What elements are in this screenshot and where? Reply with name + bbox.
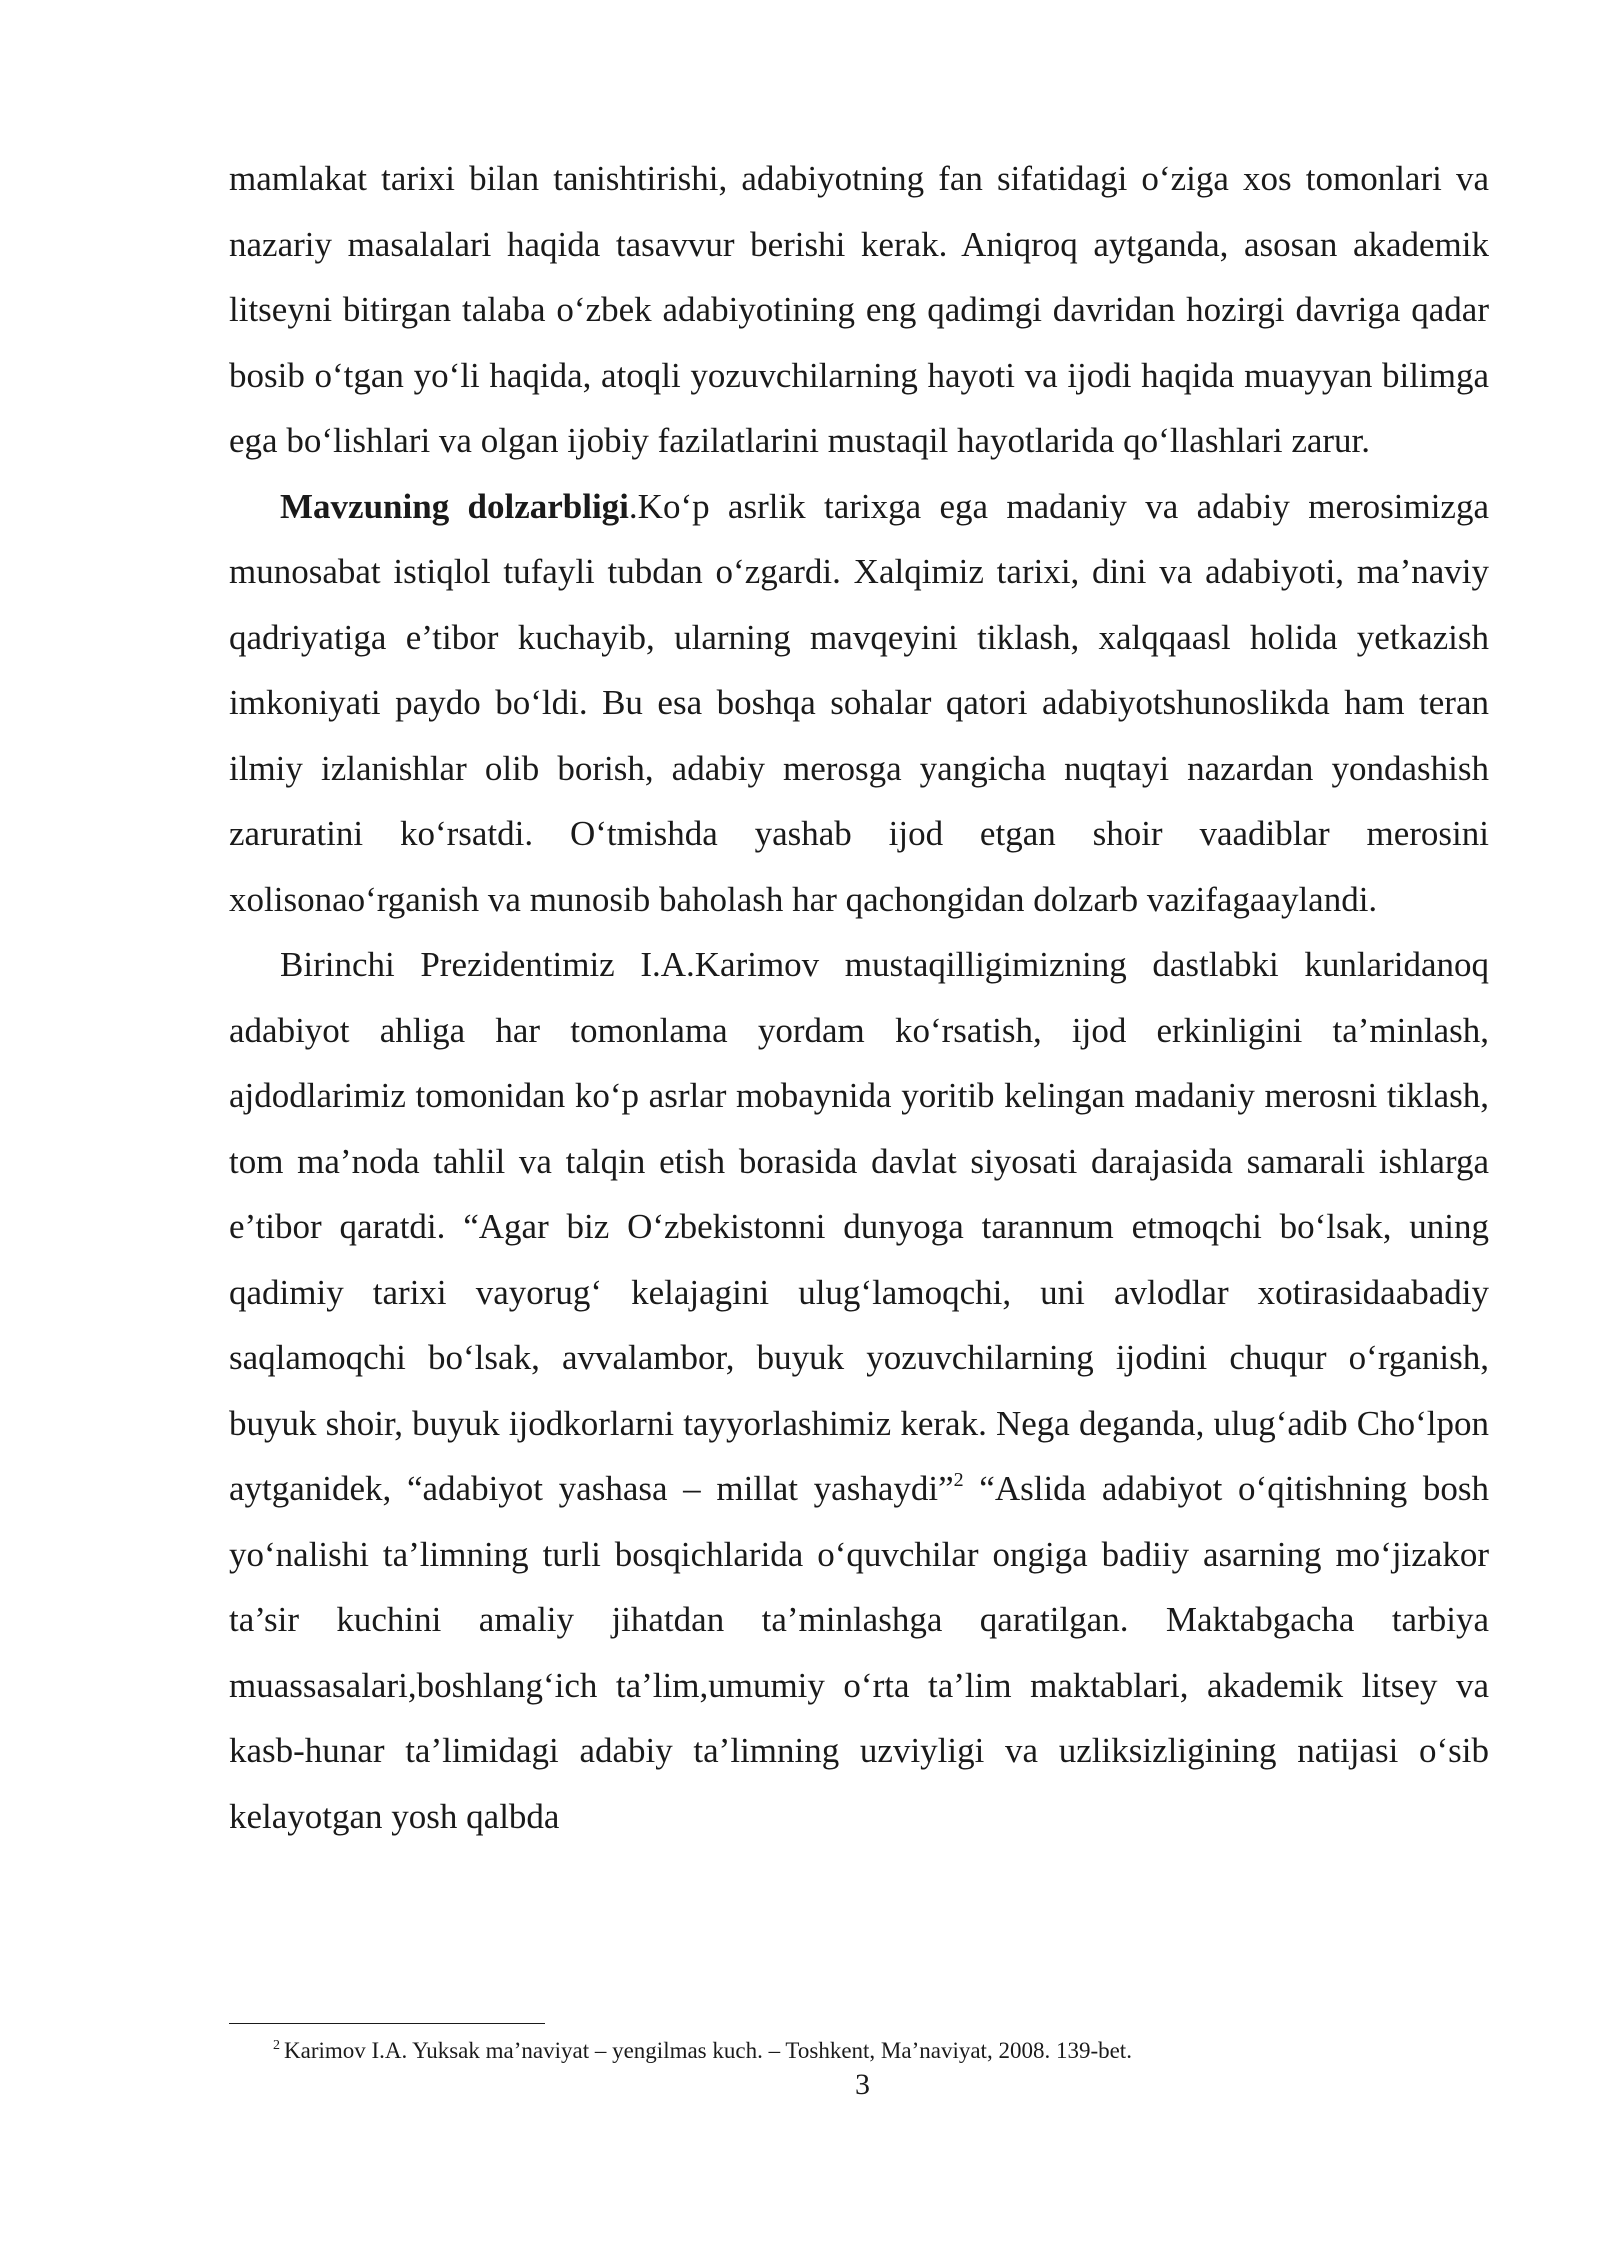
section-heading-relevance: Mavzuning dolzarbligi (280, 486, 629, 526)
footnote-reference[interactable]: 2 (953, 1469, 964, 1491)
footnote (273, 2036, 1453, 2066)
paragraph-1 (229, 146, 1489, 474)
footnote-separator (229, 2023, 545, 2024)
paragraph-3 (229, 932, 1489, 1849)
footnote-number: 2 (273, 2038, 280, 2053)
paragraph-3-text-after-ref: “Aslida adabiyot o‘qitishning bosh yo‘nalishi ta’limning turli bosqichlarida o‘quvchilar ongiga badiiy asarning mo‘jizakor ta’sir kuchini amaliy jihatdan ta’minlashga qaratilgan. Maktabgacha tarbiya muassasalari,boshlang‘ich ta’lim,umumiy o‘rta ta’lim maktablari, akademik litsey va kasb-hunar ta’limidagi adabiy ta’limning uzviyligi va uzliksizligining natijasi o‘sib kelayotgan yosh qalbda (229, 1469, 1489, 1836)
page-number: 3 (855, 2068, 870, 2101)
body-text (229, 146, 1489, 1849)
paragraph-3-text-before-ref: Birinchi Prezidentimiz I.A.Karimov mustaqilligimizning dastlabki kunlaridanoq adabiyot ahliga har tomonlama yordam ko‘rsatish, ijod erkinligini ta’minlash, ajdodlarimiz tomonidan ko‘p asrlar mobaynida yoritib kelingan madaniy merosni tiklash, tom ma’noda tahlil va talqin etish borasida davlat siyosati darajasida samarali ishlarga e’tibor qaratdi. “Agar biz O‘zbekistonni dunyoga tarannum etmoqchi bo‘lsak, uning qadimiy tarixi vayorug‘ kelajagini ulug‘lamoqchi, uni avlodlar xotirasidaabadiy saqlamoqchi bo‘lsak, avvalambor, buyuk yozuvchilarning ijodini chuqur o‘rganish, buyuk shoir, buyuk ijodkorlarni tayyorlashimiz kerak. Nega deganda, ulug‘adib Cho‘lpon aytganidek, “adabiyot yashasa – millat yashaydi” (229, 945, 1489, 1508)
paragraph-2-text: .Ko‘p asrlik tarixga ega madaniy va adabiy merosimizga munosabat istiqlol tufayli tubdan o‘zgardi. Xalqimiz tarixi, dini va adabiyoti, ma’naviy qadriyatiga e’tibor kuchayib, ularning mavqeyini tiklash, xalqqaasl holida yetkazish imkoniyati paydo bo‘ldi. Bu esa boshqa sohalar qatori adabiyotshunoslikda ham teran ilmiy izlanishlar olib borish, adabiy merosga yangicha nuqtayi nazardan yondashish zaruratini ko‘rsatdi. O‘tmishda yashab ijod etgan shoir vaadiblar merosini xolisonao‘rganish va munosib baholash har qachongidan dolzarb vazifagaaylandi. (229, 486, 1489, 919)
paragraph-2 (229, 474, 1489, 933)
footnote-text: Karimov I.A. Yuksak ma’naviyat – yengilmas kuch. – Toshkent, Ma’naviyat, 2008. 139-bet. (284, 2038, 1132, 2063)
paragraph-1-text: mamlakat tarixi bilan tanishtirishi, adabiyotning fan sifatidagi o‘ziga xos tomonlari va nazariy masalalari haqida tasavvur berishi kerak. Aniqroq aytganda, asosan akademik litseyni bitirgan talaba o‘zbek adabiyotining eng qadimgi davridan hozirgi davriga qadar bosib o‘tgan yo‘li haqida, atoqli yozuvchilarning hayoti va ijodi haqida muayyan bilimga ega bo‘lishlari va olgan ijobiy fazilatlarini mustaqil hayotlarida qo‘llashlari zarur. (229, 159, 1489, 460)
